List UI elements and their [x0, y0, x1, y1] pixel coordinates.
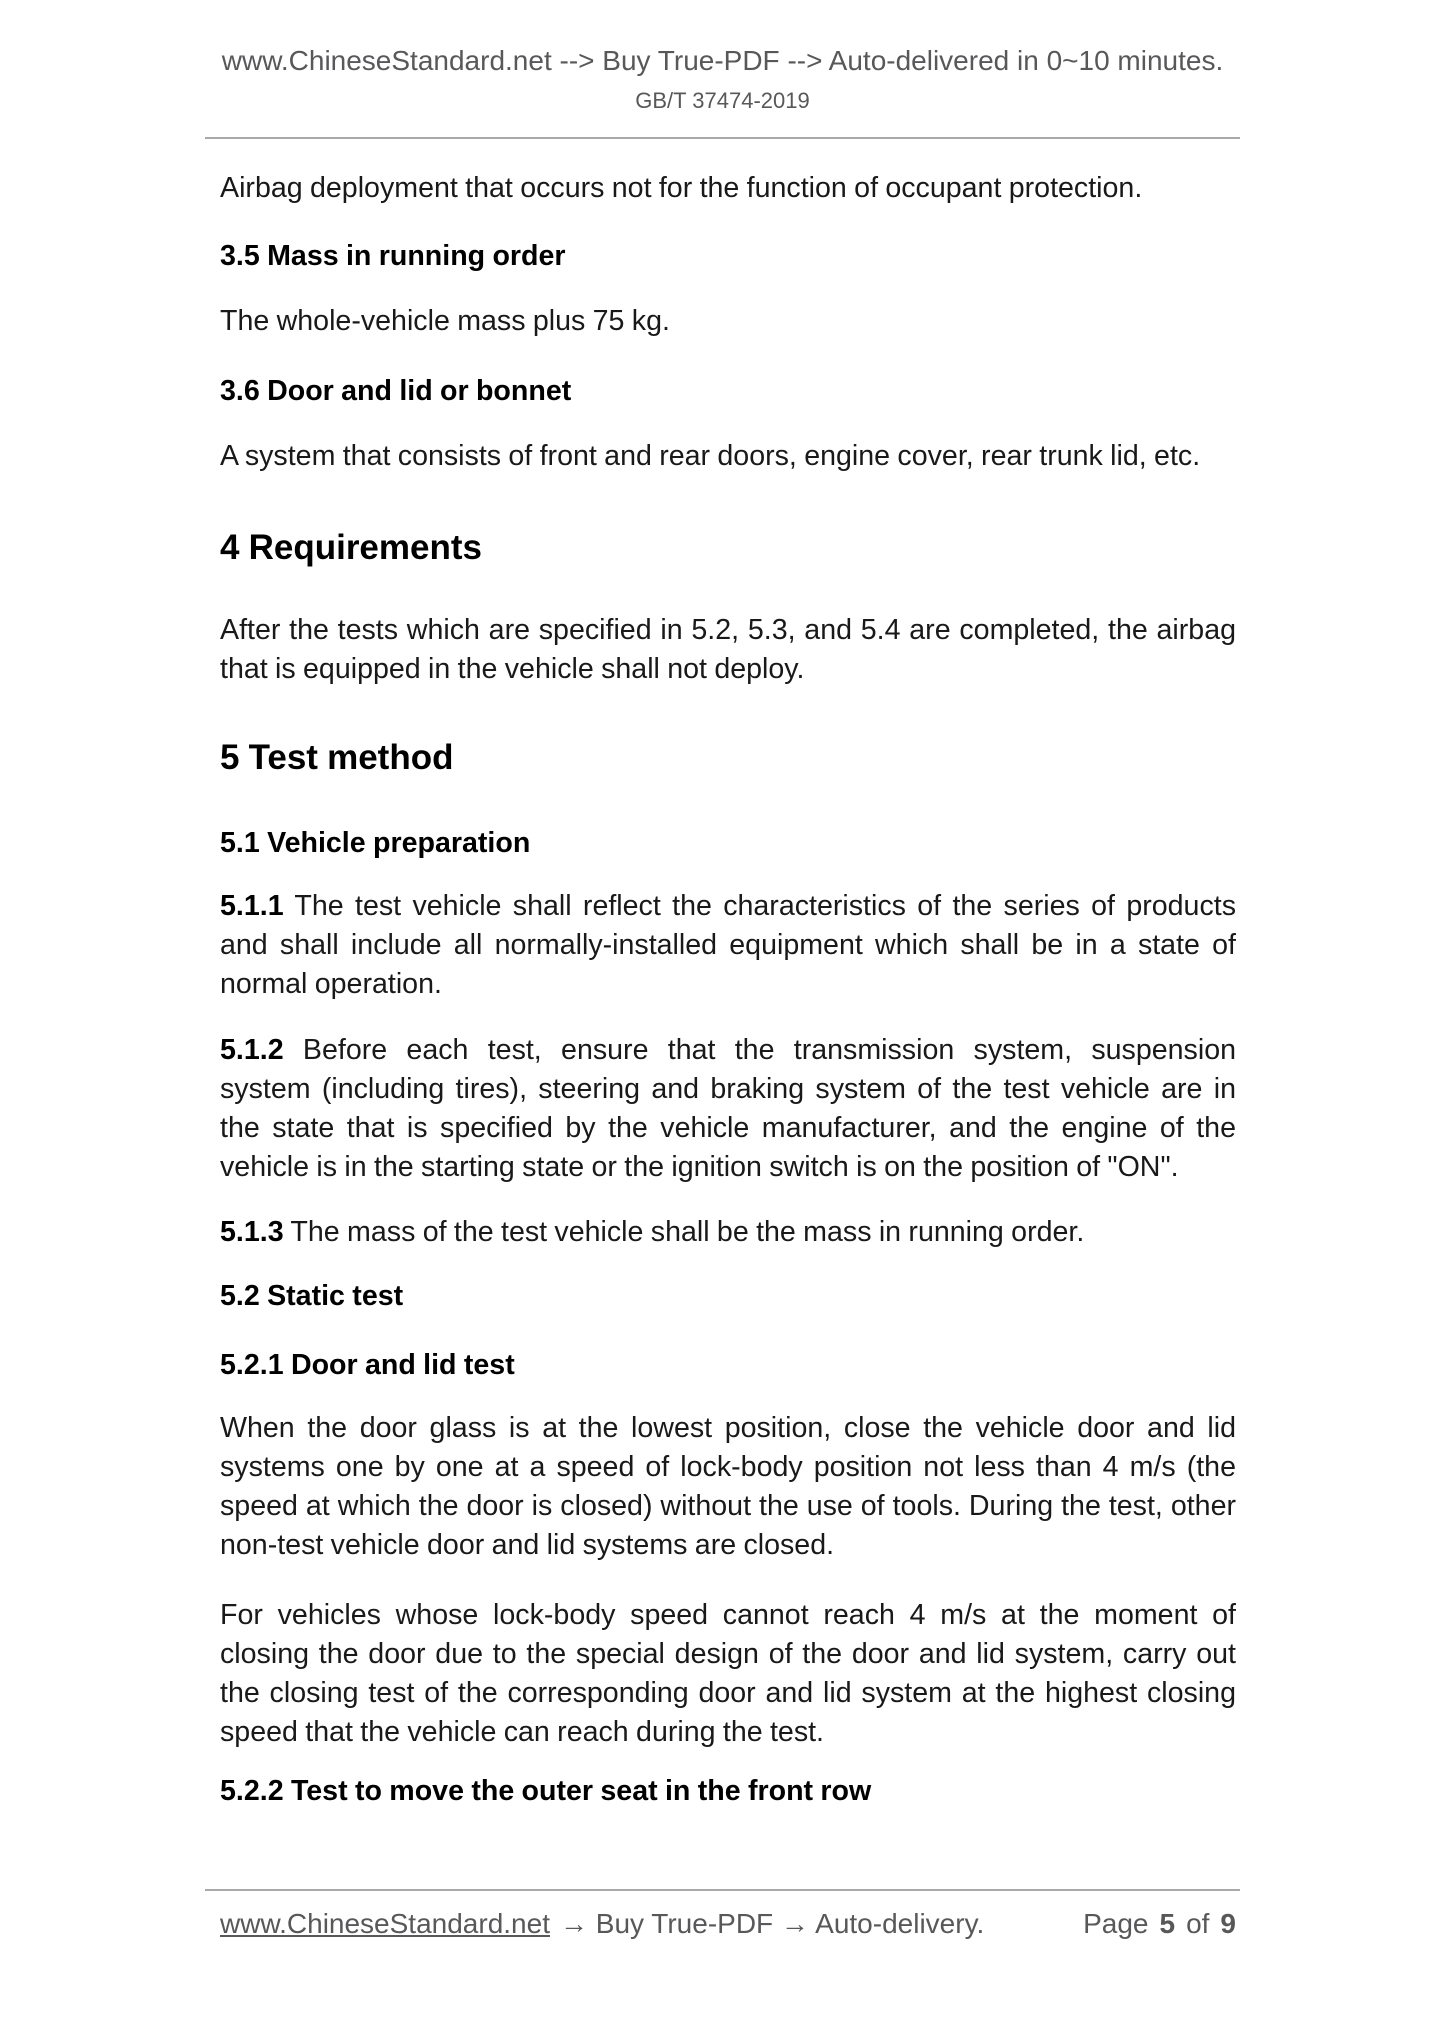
header-promo-text: www.ChineseStandard.net --> Buy True-PDF --> Auto-delivered in 0~10 minutes. — [221, 45, 1224, 76]
paragraph-5-1-3 — [220, 1213, 1236, 1252]
page-of-word: of — [1186, 1908, 1210, 1939]
page-indicator — [1083, 1904, 1236, 1943]
page-word: Page — [1083, 1908, 1149, 1939]
text-line: After the tests which are specified in 5.2, 5.3, and 5.4 are completed, the airbag — [220, 614, 1236, 646]
paragraph-3-5 — [220, 302, 1236, 341]
text-line: closing the door due to the special design of the door and lid system, carry out — [220, 1638, 1236, 1670]
text-line: For vehicles whose lock-body speed cannot reach 4 m/s at the moment of — [220, 1599, 1236, 1631]
header-divider — [205, 137, 1240, 139]
text-line: The whole-vehicle mass plus 75 kg. — [220, 305, 670, 337]
footer-delivery-text: → Buy True-PDF → Auto-delivery. — [559, 1908, 985, 1939]
text-line: system (including tires), steering and braking system of the test vehicle are in — [220, 1073, 1236, 1105]
heading-3-6-door-and-lid-or-bonnet: 3.6 Door and lid or bonnet — [220, 375, 572, 407]
clause-number-5-1-3: 5.1.3 — [220, 1216, 284, 1248]
clause-text: Before each test, ensure that the transmission system, suspension — [283, 1034, 1236, 1066]
header-standard-number: GB/T 37474-2019 — [635, 88, 810, 113]
text-line: vehicle is in the starting state or the ignition switch is on the position of "ON". — [220, 1151, 1179, 1183]
document-body — [220, 169, 1236, 1811]
text-line — [220, 887, 1236, 926]
heading-5-2-2-outer-seat-test: 5.2.2 Test to move the outer seat in the front row — [220, 1775, 872, 1807]
text-line: normal operation. — [220, 968, 442, 1000]
text-line: that is equipped in the vehicle shall not deploy. — [220, 653, 805, 685]
text-line: speed that the vehicle can reach during the test. — [220, 1716, 825, 1748]
heading-5-test-method: 5 Test method — [220, 738, 454, 777]
footer-website-link[interactable]: www.ChineseStandard.net — [220, 1908, 550, 1939]
page-footer — [220, 1904, 1236, 1943]
text-line: and shall include all normally-installed equipment which shall be in a state of — [220, 929, 1236, 961]
page-current-number: 5 — [1159, 1908, 1176, 1939]
page-total-number: 9 — [1220, 1908, 1236, 1939]
clause-text: The mass of the test vehicle shall be the mass in running order. — [283, 1216, 1085, 1248]
clause-text: The test vehicle shall reflect the characteristics of the series of products — [283, 890, 1236, 922]
heading-5-2-static-test: 5.2 Static test — [220, 1280, 404, 1312]
paragraph-5-1-2 — [220, 1031, 1236, 1187]
text-line: the state that is specified by the vehicle manufacturer, and the engine of the — [220, 1112, 1236, 1144]
paragraph-5-2-1-when — [220, 1409, 1236, 1565]
clause-number-5-1-2: 5.1.2 — [220, 1034, 284, 1066]
text-line: Airbag deployment that occurs not for the function of occupant protection. — [220, 172, 1143, 204]
page-header — [0, 0, 1445, 115]
heading-5-2-1-door-and-lid-test: 5.2.1 Door and lid test — [220, 1349, 515, 1381]
footer-divider — [205, 1889, 1240, 1891]
paragraph-airbag-note — [220, 169, 1236, 208]
heading-4-requirements: 4 Requirements — [220, 528, 482, 567]
text-line — [220, 1031, 1236, 1070]
paragraph-3-6 — [220, 437, 1236, 476]
paragraph-4-requirements — [220, 611, 1236, 689]
heading-5-1-vehicle-preparation: 5.1 Vehicle preparation — [220, 827, 531, 859]
text-line — [220, 1213, 1236, 1252]
paragraph-5-2-1-for-vehicles — [220, 1596, 1236, 1752]
text-line: A system that consists of front and rear doors, engine cover, rear trunk lid, etc. — [220, 440, 1201, 472]
heading-3-5-mass-in-running-order: 3.5 Mass in running order — [220, 240, 566, 272]
text-line: When the door glass is at the lowest position, close the vehicle door and lid — [220, 1412, 1236, 1444]
text-line: systems one by one at a speed of lock-body position not less than 4 m/s (the — [220, 1451, 1236, 1483]
text-line: speed at which the door is closed) without the use of tools. During the test, other — [220, 1490, 1236, 1522]
text-line: non-test vehicle door and lid systems are closed. — [220, 1529, 835, 1561]
clause-number-5-1-1: 5.1.1 — [220, 890, 284, 922]
paragraph-5-1-1 — [220, 887, 1236, 1004]
footer-source — [220, 1904, 984, 1943]
text-line: the closing test of the corresponding door and lid system at the highest closing — [220, 1677, 1236, 1709]
